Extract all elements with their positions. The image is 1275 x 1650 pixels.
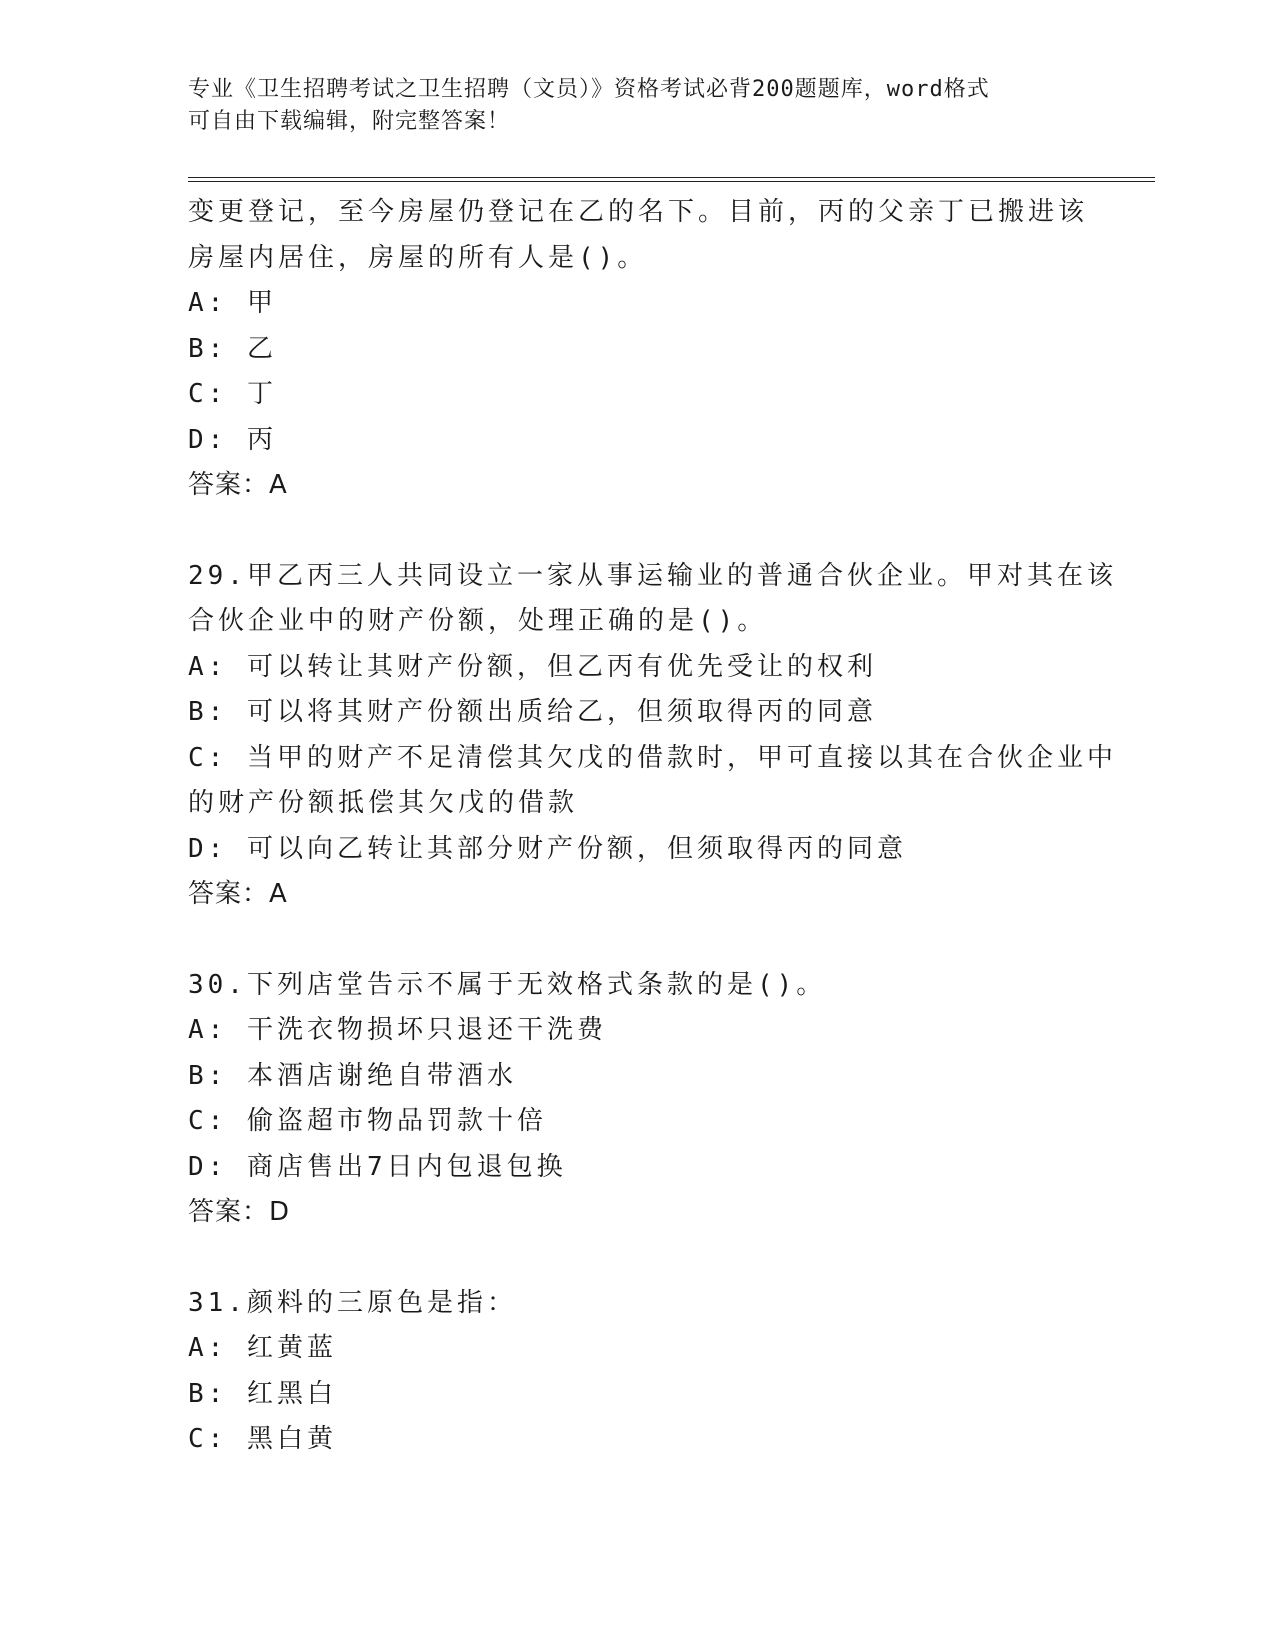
header-divider [188, 177, 1155, 182]
header-line-2: 可自由下载编辑，附完整答案！ [188, 109, 511, 134]
question-30 [188, 963, 1088, 1236]
question-text: 30.下列店堂告示不属于无效格式条款的是()。 [188, 969, 827, 1000]
header-line-1: 专业《卫生招聘考试之卫生招聘（文员）》资格考试必背200题题库，word格式 [188, 77, 990, 102]
option-d: D: 可以向乙转让其部分财产份额，但须取得丙的同意 [188, 833, 907, 864]
question-list [188, 190, 1117, 1463]
question-29 [188, 554, 1117, 918]
option-a: A: 红黄蓝 [188, 1333, 337, 1363]
question-text: 变更登记，至今房屋仍登记在乙的名下。目前，丙的父亲丁已搬进该 [188, 197, 1089, 227]
question-text: 31.颜料的三原色是指： [188, 1287, 517, 1318]
question-28 [188, 190, 1088, 509]
option-a: A: 干洗衣物损坏只退还干洗费 [188, 1015, 607, 1045]
option-b: B: 本酒店谢绝自带酒水 [188, 1060, 517, 1091]
answer: 答案：A [188, 879, 288, 909]
question-text: 29.甲乙丙三人共同设立一家从事运输业的普通合伙企业。甲对其在该 [188, 560, 1117, 591]
question-31 [188, 1281, 1088, 1463]
option-c: C: 丁 [188, 379, 277, 409]
option-d: D: 丙 [188, 424, 277, 455]
option-d: D: 商店售出7日内包退包换 [188, 1151, 567, 1182]
document-header [188, 74, 1088, 138]
answer: 答案：A [188, 470, 288, 500]
option-c: C: 黑白黄 [188, 1424, 337, 1454]
option-a: A: 甲 [188, 288, 277, 318]
option-b: B: 红黑白 [188, 1378, 337, 1409]
question-text: 房屋内居住，房屋的所有人是()。 [188, 242, 648, 273]
option-c: C: 当甲的财产不足清偿其欠戊的借款时，甲可直接以其在合伙企业中 [188, 742, 1117, 773]
option-c: C: 偷盗超市物品罚款十倍 [188, 1106, 547, 1136]
option-a: A: 可以转让其财产份额，但乙丙有优先受让的权利 [188, 651, 877, 682]
option-b: B: 乙 [188, 333, 277, 364]
option-b: B: 可以将其财产份额出质给乙，但须取得丙的同意 [188, 697, 877, 727]
option-c-continued: 的财产份额抵偿其欠戊的借款 [188, 788, 579, 818]
question-text: 合伙企业中的财产份额，处理正确的是()。 [188, 606, 768, 636]
answer: 答案：D [188, 1197, 291, 1227]
